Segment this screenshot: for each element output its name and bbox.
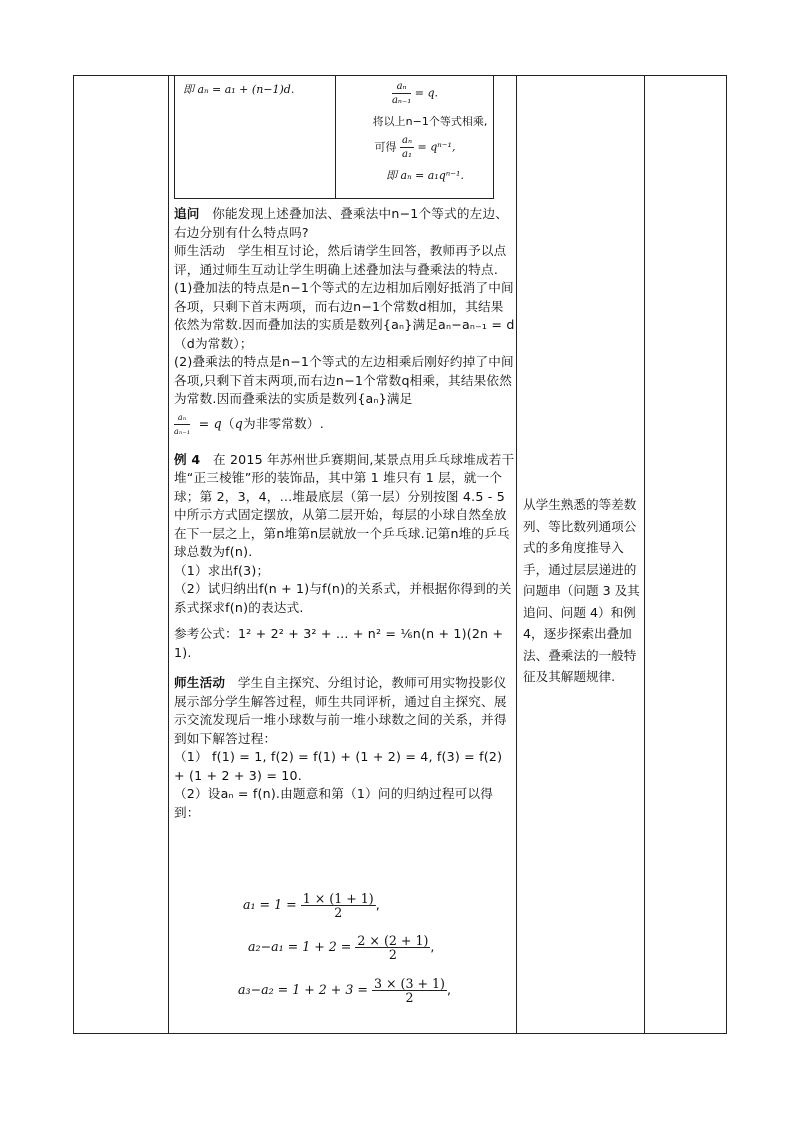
reference-formula: 参考公式：1² + 2² + 3² + … + n² = ⅙n(n + 1)(2n + 1). [174,626,504,660]
table-col-border [516,75,517,1033]
table-bottom-border [73,1033,727,1034]
table-col-border [73,75,74,1033]
solution-1: （1） f(1) = 1, f(2) = f(1) + (1 + 2) = 4, f(3) = f(2) + (1 + 2 + 3) = 10. [174,749,503,783]
follow-up-label: 追问 [174,206,200,221]
solution-2: （2）设aₙ = f(n).由题意和第（1）问的归纳过程可以得到： [174,786,494,820]
geometric-derivation: $\frac{\text{aₙ}}{\text{aₙ₋₁}}$ = q. 将以上n−1个等式相乘, 可得 $\frac{\text{aₙ}}{\text{a₁}}$ = qⁿ⁻¹, 即 aₙ = a₁qⁿ⁻¹. [336,78,494,183]
lesson-content: 追问 你能发现上述叠加法、叠乘法中n−1个等式的左边、右边分别有什么特点吗? 师生活动 学生相互讨论，然后请学生回答，教师再予以点评，通过师生互动让学生明确上述叠加法与叠乘法的特点. (1)叠加法的特点是n−1个等式的左边相加后刚好抵消了中间各项，只剩下首末两项，而右边n−1个常数d相加，其结果依然为常数.因而叠加法的实质是数列{aₙ}满足aₙ−aₙ₋₁ = d（d为常数）； (2)叠乘法的特点是n−1个等式的左边相乘后刚好约掉了中间各项,只剩下首末两项,而右边n−1个常数q相乘，其结果依然为常数.因而叠乘法的实质是数列{aₙ}满足 $\frac{\text{aₙ}}{\text{aₙ₋₁}}$ = q（q为非零常数）. 例 4 在 2015 年苏州世乒赛期间,某景点用乒乓球堆成若干堆“正三棱锥”形的装饰品，其中第 1 堆只有 1 层，就一个球；第 2，3，4，…堆最底层（第一层）分别按图 4.5 - 5 中所示方式固定摆放，从第二层开始，每层的小球自然垒放在下一层之上，第n堆第n层就放一个乒乓球.记第n堆的乒乓球总数为f(n). （1）求出f(3)； （2）试归纳出f(n + 1)与f(n)的关系式，并根据你得到的关系式探求f(n)的表达式. 参考公式：1² + 2² + 3² + … + n² = ⅙n(n + 1)(2n + 1). 师生活动 学生自主探究、分组讨论，教师可用实物投影仪展示部分学生解答过程，师生共同评析，通过自主探究、展示交流发现后一堆小球数与前一堆小球数之间的关系，并得到如下解答过程： （1） f(1) = 1, f(2) = f(1) + (1 + 2) = 4, f(3) = f(2) + (1 + 2 + 3) = 10. （2）设aₙ = f(n).由题意和第（1）问的归纳过程可以得到： [174,205,515,822]
point-2: (2)叠乘法的特点是n−1个等式的左边相乘后刚好约掉了中间各项,只剩下首末两项,而右边n−1个常数q相乘，其结果依然为常数.因而叠乘法的实质是数列{aₙ}满足 [174,354,514,406]
table-col-border [726,75,727,1033]
example-text: 在 2015 年苏州世乒赛期间,某景点用乒乓球堆成若干堆“正三棱锥”形的装饰品，其中第 1 堆只有 1 层，就一个球；第 2，3，4，…堆最底层（第一层）分别按图 4.5 - 5 中所示方式固定摆放，从第二层开始，每层的小球自然垒放在下一层之上，第n堆第n层就放一个乒乓球.记第n堆的乒乓球总数为f(n). [174,451,515,559]
activity2-label: 师生活动 [174,675,226,690]
equation-row: a₃−a₂ = 1 + 2 + 3 = $\frac{3 \times (3 + 1)}{2}$ , [238,976,451,1005]
follow-up-text: 你能发现上述叠加法、叠乘法中n−1个等式的左边、右边分别有什么特点吗? [174,206,509,240]
ratio-fraction-2: $\frac{\text{aₙ}}{\text{a₁}}$ [402,135,413,160]
table-col-border [168,75,169,1033]
point-1: (1)叠加法的特点是n−1个等式的左边相加后刚好抵消了中间各项，只剩下首末两项，而右边n−1个常数d相加，其结果依然为常数.因而叠加法的实质是数列{aₙ}满足aₙ−aₙ₋₁ = d（d为常数）； [174,280,515,351]
activity-label: 师生活动 [174,243,226,258]
arithmetic-result: 即 aₙ = a₁ + (n−1)d. [183,83,295,96]
geometric-result: 即 aₙ = a₁qⁿ⁻¹. [386,169,464,182]
equation-row: a₂−a₁ = 1 + 2 = $\frac{2 \times (2 + 1)}{2}$ , [248,933,435,962]
example-q2: （2）试归纳出f(n + 1)与f(n)的关系式，并根据你得到的关系式探求f(n)的表达式. [174,581,512,615]
multiply-step: 将以上n−1个等式相乘, [372,115,488,128]
ratio-fraction: $\frac{\text{aₙ}}{\text{aₙ₋₁}}$ [391,81,412,106]
design-intent-note: 从学生熟悉的等差数列、等比数列通项公式的多角度推导入手，通过层层递进的问题串（问题 3 及其追问、问题 4）和例 4，逐步探索出叠加法、叠乘法的一般特征及其解题规律. [523,497,640,684]
example-q1: （1）求出f(3)； [174,562,270,578]
table-col-border [644,75,645,1033]
ratio-fraction-3: $\frac{\text{aₙ}}{\text{aₙ₋₁}}$ [174,412,191,436]
equation-row: a₁ = 1 = $\frac{1 \times (1 + 1)}{2}$ , [243,891,380,920]
example-label: 例 4 [174,451,201,467]
activity2-text: 学生自主探究、分组讨论，教师可用实物投影仪展示部分学生解答过程，师生共同评析，通过自主探究、展示交流发现后一堆小球数与前一堆小球数之间的关系，并得到如下解答过程： [174,675,507,746]
activity-text: 学生相互讨论，然后请学生回答，教师再予以点评，通过师生互动让学生明确上述叠加法与叠乘法的特点. [174,243,507,277]
comparison-box [174,75,494,199]
